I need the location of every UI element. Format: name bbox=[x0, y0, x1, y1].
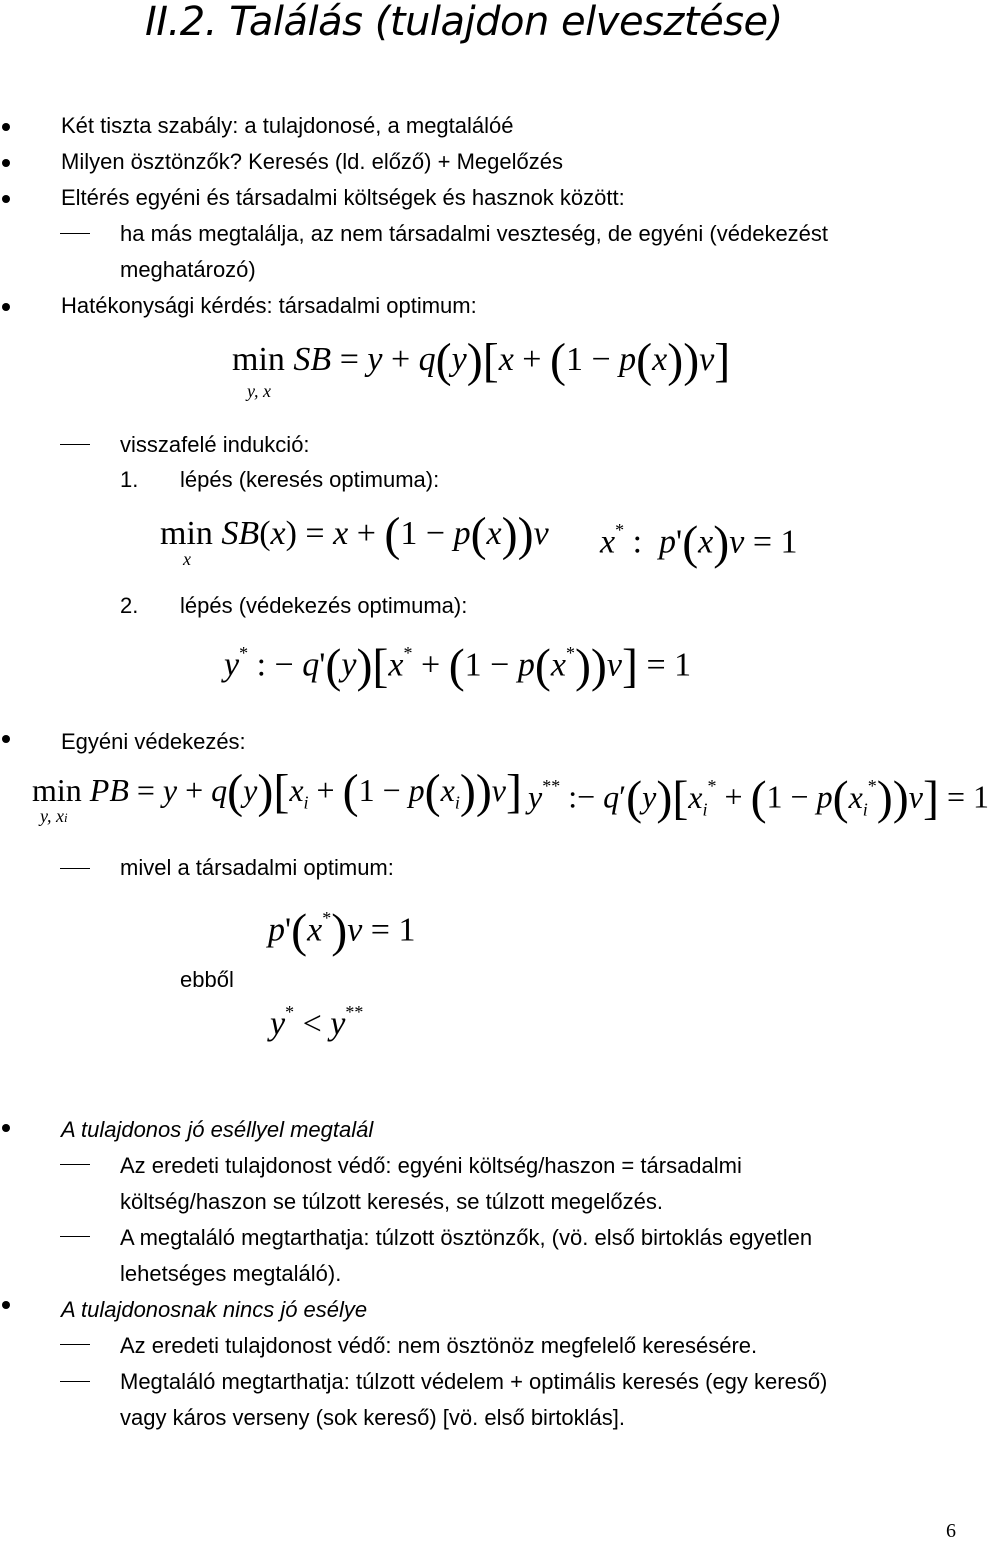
dash-text: vagy káros verseny (sok kereső) [vö. első birtoklás]. bbox=[120, 1405, 625, 1430]
dash-marker bbox=[60, 868, 90, 869]
page-number: 6 bbox=[946, 1520, 956, 1542]
dash-text: Az eredeti tulajdonost védő: nem ösztönöz megfelelő keresésére. bbox=[120, 1333, 758, 1358]
bullet-dot bbox=[2, 1124, 10, 1132]
dash-marker bbox=[60, 233, 90, 234]
formula-subscript: y, x bbox=[247, 381, 271, 401]
dash-marker bbox=[60, 1164, 90, 1165]
bullet-dot bbox=[2, 159, 10, 167]
bullet-dot bbox=[2, 195, 10, 203]
dash-marker bbox=[60, 1236, 90, 1237]
formula-inequality: y* < y** bbox=[270, 1002, 364, 1043]
bullet-text: Két tiszta szabály: a tulajdonosé, a megtalálóé bbox=[61, 113, 514, 138]
bullet-text: A tulajdonos jó eséllyel megtalál bbox=[61, 1117, 374, 1142]
bullet-text: A tulajdonosnak nincs jó esélye bbox=[61, 1297, 368, 1322]
dash-marker bbox=[60, 1381, 90, 1382]
dash-text: mivel a társadalmi optimum: bbox=[120, 855, 394, 880]
bullet-text: Hatékonysági kérdés: társadalmi optimum: bbox=[61, 293, 477, 318]
bullet-text: Egyéni védekezés: bbox=[61, 729, 246, 754]
dash-marker bbox=[60, 444, 90, 445]
dash-text: visszafelé indukció: bbox=[120, 432, 310, 457]
formula-defense-optimum: y* : − q'(y)[x* + (1 − p(x*))v] = 1 bbox=[224, 639, 692, 693]
page-title: II.2. Találás (tulajdon elvesztése) bbox=[145, 0, 783, 45]
dash-text: A megtaláló megtarthatja: túlzott ösztönzők, (vö. első birtoklás egyetlen bbox=[120, 1225, 813, 1250]
dash-text: Megtaláló megtarthatja: túlzott védelem + optimális keresés (egy kereső) bbox=[120, 1369, 828, 1394]
bullet-dot bbox=[2, 1301, 10, 1309]
step-number: 2. bbox=[120, 593, 139, 618]
step-text: lépés (keresés optimuma): bbox=[180, 467, 440, 492]
formula-private-optimum: min PB = $y + q(y)[x_i + (1 - p(x_i))v]$ bbox=[32, 765, 522, 818]
ebbol-text: ebből bbox=[180, 967, 234, 992]
dash-text: költség/haszon se túlzott keresés, se túlzott megelőzés. bbox=[120, 1189, 663, 1214]
formula-subscript: x bbox=[183, 549, 191, 569]
dash-text: ha más megtalálja, az nem társadalmi veszteség, de egyéni (védekezést bbox=[120, 221, 829, 246]
bullet-dot bbox=[2, 735, 10, 743]
formula-social-condition: p'(x*)v = 1 bbox=[268, 904, 416, 958]
dash-text: lehetséges megtaláló). bbox=[120, 1261, 342, 1286]
bullet-text: Eltérés egyéni és társadalmi költségek és hasznok között: bbox=[61, 185, 625, 210]
dash-marker bbox=[60, 1344, 90, 1345]
bullet-text: Milyen ösztönzők? Keresés (ld. előző) + Megelőzés bbox=[61, 149, 563, 174]
formula-search-optimum: min SB(x) = x + (1 − p(x))v bbox=[160, 508, 549, 561]
dash-text: Az eredeti tulajdonost védő: egyéni költség/haszon = társadalmi bbox=[120, 1153, 742, 1178]
bullet-dot bbox=[2, 303, 10, 311]
formula-private-condition: y** :− $q'(y)[x_i^* + (1 - p(x_i^*))v] = 1$ bbox=[528, 771, 989, 825]
formula-subscript: y, xi bbox=[40, 806, 68, 826]
formula-search-condition: x* : p'(x)v = 1 bbox=[600, 516, 798, 570]
step-text: lépés (védekezés optimuma): bbox=[180, 593, 468, 618]
dash-text: meghatározó) bbox=[120, 257, 256, 282]
formula-social-optimum: min SB = y + q(y)[x + (1 − p(x))v] bbox=[232, 334, 731, 387]
step-number: 1. bbox=[120, 467, 139, 492]
bullet-dot bbox=[2, 123, 10, 131]
